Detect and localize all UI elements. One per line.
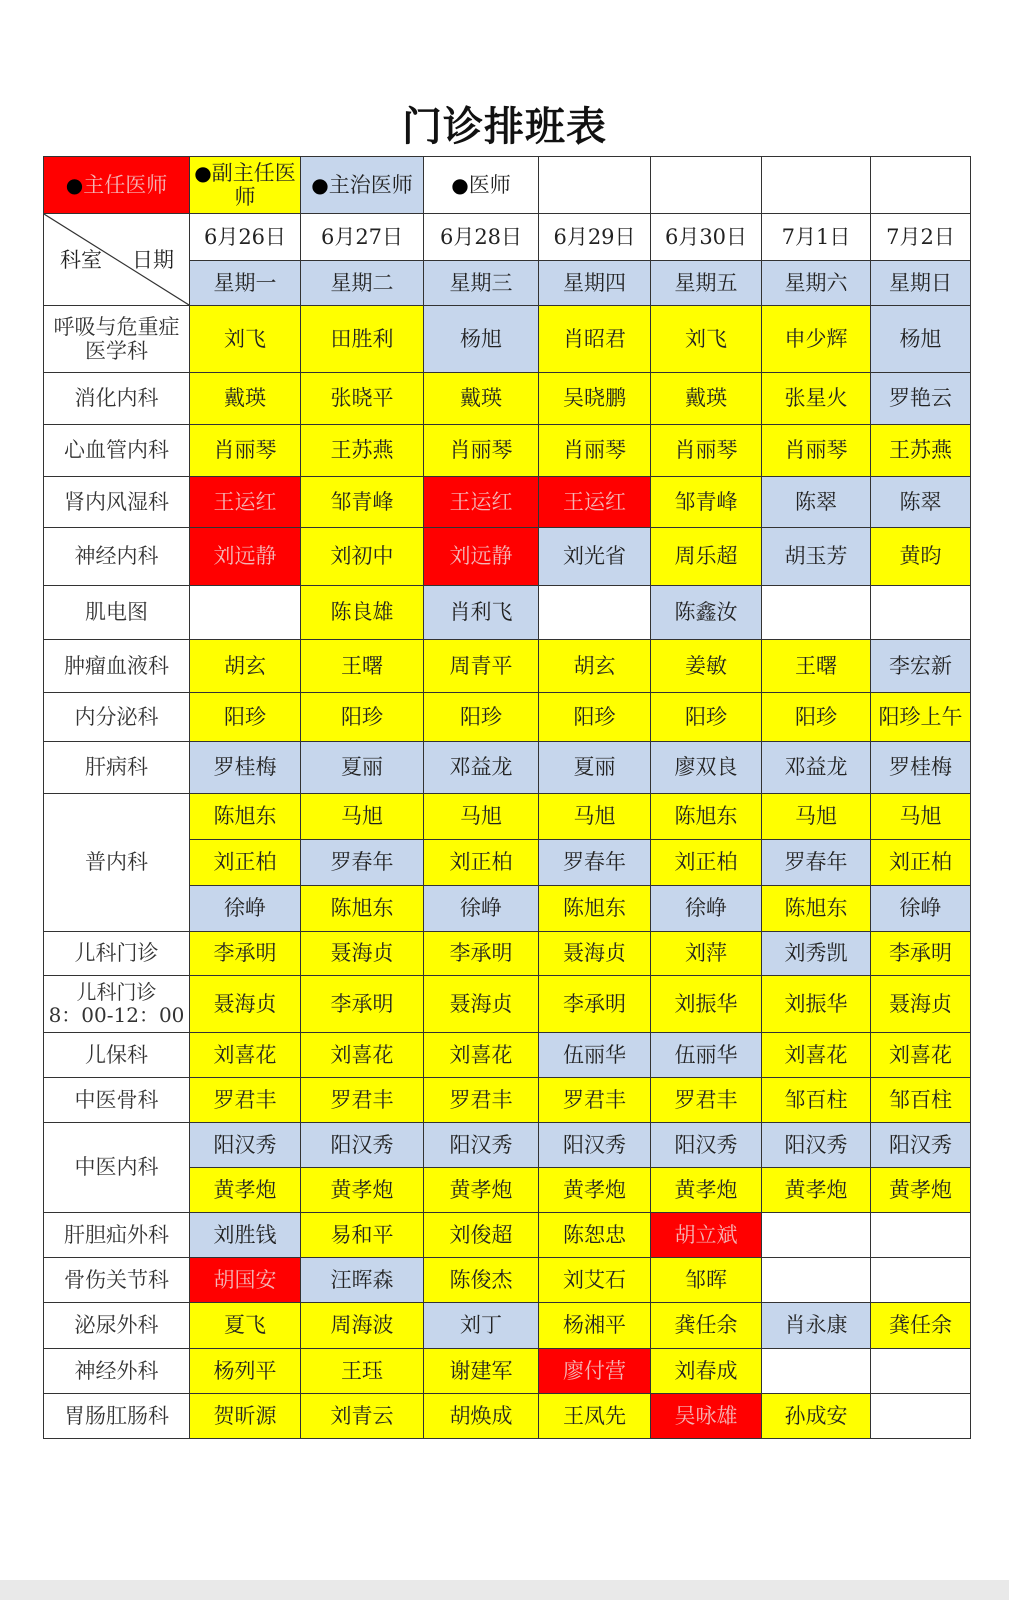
department-name: 内分泌科 <box>44 693 190 742</box>
doctor-cell: 姜敏 <box>651 640 762 693</box>
doctor-cell: 罗艳云 <box>871 373 971 425</box>
doctor-cell <box>190 586 301 640</box>
doctor-cell: 阳珍 <box>539 693 651 742</box>
doctor-cell: 罗桂梅 <box>871 742 971 794</box>
doctor-cell: 刘喜花 <box>871 1033 971 1078</box>
schedule-row <box>44 425 971 477</box>
page-title: 门诊排班表 <box>402 104 607 150</box>
doctor-cell: 聂海贞 <box>301 932 424 976</box>
doctor-cell: 邹百柱 <box>871 1078 971 1123</box>
doctor-cell: 肖丽琴 <box>539 425 651 477</box>
doctor-cell: 刘喜花 <box>190 1033 301 1078</box>
doctor-cell: 陈俊杰 <box>424 1258 539 1303</box>
legend-chief: ●主任医师 <box>44 157 190 214</box>
legend-attending: ●主治医师 <box>301 157 424 214</box>
doctor-cell: 李承明 <box>539 976 651 1033</box>
doctor-cell <box>871 1394 971 1439</box>
doctor-cell: 阳汉秀 <box>871 1123 971 1168</box>
doctor-cell: 罗春年 <box>539 840 651 886</box>
doctor-cell: 邹青峰 <box>651 477 762 528</box>
weekday-header: 星期五 <box>651 261 762 306</box>
doctor-cell: 刘胜钱 <box>190 1213 301 1258</box>
doctor-cell: 刘萍 <box>651 932 762 976</box>
doctor-cell <box>871 1349 971 1394</box>
doctor-cell: 阳汉秀 <box>190 1123 301 1168</box>
doctor-cell: 周海波 <box>301 1303 424 1349</box>
date-header: 7月1日 <box>762 214 871 261</box>
doctor-cell: 刘正柏 <box>871 840 971 886</box>
doctor-cell: 罗君丰 <box>424 1078 539 1123</box>
weekday-header: 星期日 <box>871 261 971 306</box>
department-name: 肾内风湿科 <box>44 477 190 528</box>
doctor-cell: 贺昕源 <box>190 1394 301 1439</box>
doctor-cell <box>762 1258 871 1303</box>
doctor-cell: 刘秀凯 <box>762 932 871 976</box>
weekday-header: 星期四 <box>539 261 651 306</box>
bullet-icon: ● <box>311 172 329 197</box>
bullet-icon: ● <box>194 160 212 185</box>
doctor-cell: 肖永康 <box>762 1303 871 1349</box>
department-name: 消化内科 <box>44 373 190 425</box>
schedule-row <box>44 1078 971 1123</box>
doctor-cell: 阳汉秀 <box>539 1123 651 1168</box>
doctor-cell: 黄孝炮 <box>424 1168 539 1213</box>
doctor-cell: 刘振华 <box>651 976 762 1033</box>
doctor-cell: 李承明 <box>424 932 539 976</box>
doctor-cell: 李承明 <box>871 932 971 976</box>
date-header: 6月28日 <box>424 214 539 261</box>
legend-associate-chief: ●副主任医师 <box>190 157 301 214</box>
date-header: 6月26日 <box>190 214 301 261</box>
doctor-cell: 阳汉秀 <box>424 1123 539 1168</box>
doctor-cell: 阳汉秀 <box>651 1123 762 1168</box>
doctor-cell: 聂海贞 <box>424 976 539 1033</box>
doctor-cell: 阳珍 <box>651 693 762 742</box>
doctor-cell: 刘正柏 <box>190 840 301 886</box>
department-name: 肝病科 <box>44 742 190 794</box>
doctor-cell: 申少辉 <box>762 306 871 373</box>
doctor-cell: 肖昭君 <box>539 306 651 373</box>
legend-row <box>44 157 971 214</box>
doctor-cell: 杨湘平 <box>539 1303 651 1349</box>
doctor-cell: 戴瑛 <box>190 373 301 425</box>
doctor-cell: 聂海贞 <box>871 976 971 1033</box>
department-name: 中医骨科 <box>44 1078 190 1123</box>
doctor-cell: 马旭 <box>424 794 539 840</box>
doctor-cell: 邓益龙 <box>762 742 871 794</box>
date-header: 6月30日 <box>651 214 762 261</box>
doctor-cell: 肖利飞 <box>424 586 539 640</box>
doctor-cell: 邹百柱 <box>762 1078 871 1123</box>
weekday-header: 星期六 <box>762 261 871 306</box>
doctor-cell: 周乐超 <box>651 528 762 586</box>
doctor-cell <box>871 1213 971 1258</box>
weekday-header: 星期一 <box>190 261 301 306</box>
corner-dept-label: 科室 <box>60 248 102 272</box>
doctor-cell: 阳汉秀 <box>762 1123 871 1168</box>
doctor-cell: 阳珍 <box>762 693 871 742</box>
date-header: 6月29日 <box>539 214 651 261</box>
corner-date-label: 日期 <box>132 248 174 272</box>
doctor-cell: 刘初中 <box>301 528 424 586</box>
schedule-row <box>44 932 971 976</box>
doctor-cell: 王苏燕 <box>301 425 424 477</box>
schedule-row <box>44 794 971 840</box>
doctor-cell: 王运红 <box>190 477 301 528</box>
department-name: 神经内科 <box>44 528 190 586</box>
legend-empty <box>651 157 762 214</box>
schedule-row <box>44 1258 971 1303</box>
schedule-row <box>44 976 971 1033</box>
schedule-row <box>44 1394 971 1439</box>
doctor-cell: 陈鑫汝 <box>651 586 762 640</box>
doctor-cell: 肖丽琴 <box>190 425 301 477</box>
doctor-cell: 肖丽琴 <box>424 425 539 477</box>
doctor-cell: 罗春年 <box>301 840 424 886</box>
schedule-row <box>44 742 971 794</box>
doctor-cell: 廖付营 <box>539 1349 651 1394</box>
department-name: 儿科门诊 <box>44 932 190 976</box>
doctor-cell: 伍丽华 <box>539 1033 651 1078</box>
legend-physician: ●医师 <box>424 157 539 214</box>
doctor-cell: 刘光省 <box>539 528 651 586</box>
schedule-row <box>44 1033 971 1078</box>
doctor-cell: 徐峥 <box>651 886 762 932</box>
schedule-row <box>44 477 971 528</box>
schedule-row <box>44 1123 971 1168</box>
doctor-cell <box>762 1349 871 1394</box>
bullet-icon: ● <box>451 172 469 197</box>
doctor-cell: 龚任余 <box>651 1303 762 1349</box>
doctor-cell: 张晓平 <box>301 373 424 425</box>
doctor-cell: 刘丁 <box>424 1303 539 1349</box>
doctor-cell: 陈旭东 <box>301 886 424 932</box>
doctor-cell: 刘飞 <box>651 306 762 373</box>
legend-empty <box>539 157 651 214</box>
doctor-cell: 马旭 <box>301 794 424 840</box>
doctor-cell: 马旭 <box>762 794 871 840</box>
doctor-cell: 黄孝炮 <box>301 1168 424 1213</box>
doctor-cell: 胡玉芳 <box>762 528 871 586</box>
doctor-cell: 阳珍 <box>301 693 424 742</box>
department-name: 中医内科 <box>44 1123 190 1213</box>
doctor-cell <box>871 586 971 640</box>
department-name: 普内科 <box>44 794 190 932</box>
doctor-cell: 徐峥 <box>871 886 971 932</box>
doctor-cell: 夏丽 <box>539 742 651 794</box>
doctor-cell: 胡焕成 <box>424 1394 539 1439</box>
doctor-cell: 夏飞 <box>190 1303 301 1349</box>
doctor-cell: 胡玄 <box>190 640 301 693</box>
doctor-cell: 陈旭东 <box>762 886 871 932</box>
doctor-cell: 阳汉秀 <box>301 1123 424 1168</box>
doctor-cell: 罗春年 <box>762 840 871 886</box>
schedule-row <box>44 528 971 586</box>
doctor-cell: 戴瑛 <box>424 373 539 425</box>
doctor-cell: 吴咏雄 <box>651 1394 762 1439</box>
doctor-cell: 夏丽 <box>301 742 424 794</box>
bullet-icon: ● <box>65 172 84 197</box>
doctor-cell: 王苏燕 <box>871 425 971 477</box>
doctor-cell: 徐峥 <box>424 886 539 932</box>
doctor-cell: 刘春成 <box>651 1349 762 1394</box>
department-name: 儿科门诊 8：00-12：00 <box>44 976 190 1033</box>
department-name: 泌尿外科 <box>44 1303 190 1349</box>
doctor-cell: 王曙 <box>301 640 424 693</box>
legend-empty <box>871 157 971 214</box>
doctor-cell: 刘喜花 <box>424 1033 539 1078</box>
doctor-cell: 汪晖森 <box>301 1258 424 1303</box>
doctor-cell: 李宏新 <box>871 640 971 693</box>
doctor-cell: 陈旭东 <box>651 794 762 840</box>
doctor-cell: 阳珍上午 <box>871 693 971 742</box>
department-name: 心血管内科 <box>44 425 190 477</box>
corner-header <box>44 214 190 306</box>
doctor-cell: 胡玄 <box>539 640 651 693</box>
doctor-cell: 刘青云 <box>301 1394 424 1439</box>
doctor-cell: 黄孝炮 <box>651 1168 762 1213</box>
doctor-cell: 李承明 <box>190 932 301 976</box>
doctor-cell: 刘喜花 <box>301 1033 424 1078</box>
doctor-cell <box>762 1213 871 1258</box>
schedule-row <box>44 306 971 373</box>
doctor-cell: 王珏 <box>301 1349 424 1394</box>
doctor-cell: 王运红 <box>424 477 539 528</box>
doctor-cell: 罗君丰 <box>190 1078 301 1123</box>
doctor-cell: 聂海贞 <box>539 932 651 976</box>
doctor-cell: 刘喜花 <box>762 1033 871 1078</box>
date-row <box>44 214 971 261</box>
doctor-cell: 廖双良 <box>651 742 762 794</box>
doctor-cell: 马旭 <box>871 794 971 840</box>
doctor-cell: 刘俊超 <box>424 1213 539 1258</box>
doctor-cell: 罗君丰 <box>301 1078 424 1123</box>
department-name: 神经外科 <box>44 1349 190 1394</box>
bottom-bar <box>0 1580 1009 1600</box>
doctor-cell: 陈旭东 <box>190 794 301 840</box>
doctor-cell: 黄孝炮 <box>539 1168 651 1213</box>
doctor-cell <box>871 1258 971 1303</box>
doctor-cell: 阳珍 <box>424 693 539 742</box>
doctor-cell: 刘飞 <box>190 306 301 373</box>
doctor-cell: 刘振华 <box>762 976 871 1033</box>
doctor-cell: 罗君丰 <box>651 1078 762 1123</box>
doctor-cell: 杨旭 <box>424 306 539 373</box>
department-name: 肌电图 <box>44 586 190 640</box>
schedule-table <box>43 156 971 1439</box>
doctor-cell: 陈良雄 <box>301 586 424 640</box>
doctor-cell: 田胜利 <box>301 306 424 373</box>
doctor-cell: 胡国安 <box>190 1258 301 1303</box>
doctor-cell: 孙成安 <box>762 1394 871 1439</box>
doctor-cell: 刘正柏 <box>424 840 539 886</box>
schedule-row <box>44 640 971 693</box>
department-name: 肿瘤血液科 <box>44 640 190 693</box>
doctor-cell: 邹青峰 <box>301 477 424 528</box>
doctor-cell: 黄孝炮 <box>762 1168 871 1213</box>
doctor-cell: 陈翠 <box>762 477 871 528</box>
doctor-cell: 谢建军 <box>424 1349 539 1394</box>
schedule-row <box>44 1303 971 1349</box>
doctor-cell: 吴晓鹏 <box>539 373 651 425</box>
doctor-cell <box>539 586 651 640</box>
doctor-cell: 王曙 <box>762 640 871 693</box>
doctor-cell: 龚任余 <box>871 1303 971 1349</box>
doctor-cell: 李承明 <box>301 976 424 1033</box>
doctor-cell: 张星火 <box>762 373 871 425</box>
schedule-row <box>44 1213 971 1258</box>
department-name: 呼吸与危重症医学科 <box>44 306 190 373</box>
doctor-cell: 邹晖 <box>651 1258 762 1303</box>
doctor-cell: 陈翠 <box>871 477 971 528</box>
doctor-cell: 戴瑛 <box>651 373 762 425</box>
doctor-cell: 杨列平 <box>190 1349 301 1394</box>
doctor-cell: 黄孝炮 <box>190 1168 301 1213</box>
department-name: 肝胆疝外科 <box>44 1213 190 1258</box>
doctor-cell: 刘正柏 <box>651 840 762 886</box>
legend-empty <box>762 157 871 214</box>
doctor-cell: 伍丽华 <box>651 1033 762 1078</box>
doctor-cell: 聂海贞 <box>190 976 301 1033</box>
weekday-header: 星期二 <box>301 261 424 306</box>
doctor-cell: 周青平 <box>424 640 539 693</box>
doctor-cell: 邓益龙 <box>424 742 539 794</box>
weekday-header: 星期三 <box>424 261 539 306</box>
date-header: 6月27日 <box>301 214 424 261</box>
doctor-cell: 罗君丰 <box>539 1078 651 1123</box>
doctor-cell: 杨旭 <box>871 306 971 373</box>
doctor-cell: 阳珍 <box>190 693 301 742</box>
doctor-cell: 易和平 <box>301 1213 424 1258</box>
date-header: 7月2日 <box>871 214 971 261</box>
schedule-row <box>44 1349 971 1394</box>
doctor-cell: 陈旭东 <box>539 886 651 932</box>
department-name: 胃肠肛肠科 <box>44 1394 190 1439</box>
doctor-cell: 肖丽琴 <box>651 425 762 477</box>
schedule-row <box>44 586 971 640</box>
doctor-cell: 王运红 <box>539 477 651 528</box>
department-name: 儿保科 <box>44 1033 190 1078</box>
doctor-cell: 肖丽琴 <box>762 425 871 477</box>
schedule-row <box>44 693 971 742</box>
doctor-cell: 徐峥 <box>190 886 301 932</box>
doctor-cell: 刘艾石 <box>539 1258 651 1303</box>
doctor-cell: 罗桂梅 <box>190 742 301 794</box>
doctor-cell: 刘远静 <box>424 528 539 586</box>
doctor-cell <box>762 586 871 640</box>
doctor-cell: 刘远静 <box>190 528 301 586</box>
schedule-row <box>44 373 971 425</box>
doctor-cell: 王凤先 <box>539 1394 651 1439</box>
doctor-cell: 黄孝炮 <box>871 1168 971 1213</box>
doctor-cell: 胡立斌 <box>651 1213 762 1258</box>
doctor-cell: 马旭 <box>539 794 651 840</box>
doctor-cell: 陈恕忠 <box>539 1213 651 1258</box>
doctor-cell: 黄昀 <box>871 528 971 586</box>
department-name: 骨伤关节科 <box>44 1258 190 1303</box>
